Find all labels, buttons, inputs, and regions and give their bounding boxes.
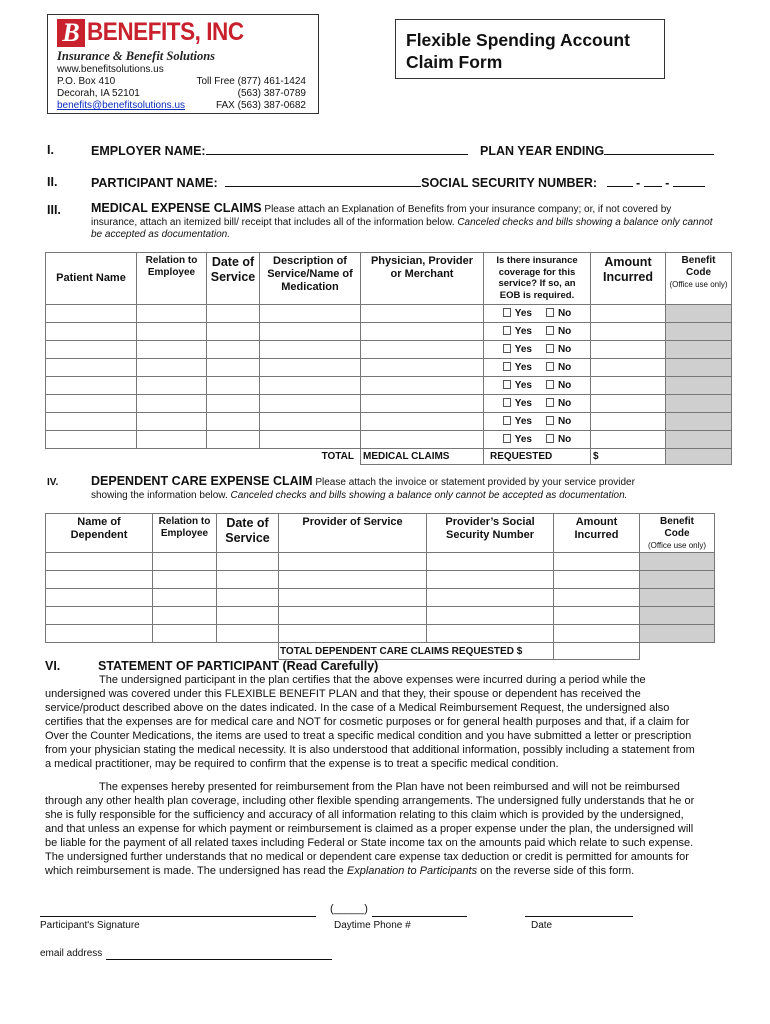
yes-checkbox-icon[interactable] (503, 398, 511, 407)
physician-cell[interactable] (361, 395, 484, 413)
no-label: No (557, 416, 572, 427)
col-dep-relation: Relation to Employee (153, 514, 217, 553)
statement-p2-line: and that unless an expense for which payment or reimbursement is claimed as a proper expense under the plan, the undersigned will (45, 823, 694, 835)
statement-p2-line: she is fully responsible for the sufficiency and accuracy of all information relating to this claim which is provided by the undersigned, (45, 809, 684, 821)
company-po-box: P.O. Box 410 (57, 76, 116, 87)
yes-checkbox-icon[interactable] (503, 434, 511, 443)
patient-name-cell[interactable] (46, 305, 137, 323)
patient-name-cell[interactable] (46, 431, 137, 449)
no-checkbox-icon[interactable] (546, 344, 554, 353)
logo-text: BENEFITS, INC (87, 18, 244, 46)
provider-ssn-cell[interactable] (427, 607, 554, 625)
date-cell[interactable] (207, 431, 260, 449)
dep-relation-cell[interactable] (153, 589, 217, 607)
yes-checkbox-icon[interactable] (503, 380, 511, 389)
medical-row (46, 395, 732, 413)
form-title-line2: Claim Form (406, 52, 503, 72)
amount-cell[interactable] (591, 377, 666, 395)
dep-amount-cell[interactable] (554, 607, 640, 625)
provider-ssn-cell[interactable] (427, 625, 554, 643)
benefit-code-cell (666, 305, 732, 323)
dependent-row (46, 571, 715, 589)
medical-row (46, 305, 732, 323)
dependent-row (46, 589, 715, 607)
medical-total-amount[interactable]: $ (591, 449, 666, 465)
medical-row (46, 431, 732, 449)
dependent-claims-intro (91, 475, 731, 502)
no-checkbox-icon[interactable] (546, 362, 554, 371)
medical-note-italic: Canceled checks and bills showing a balance only cannot (457, 216, 713, 228)
statement-p2-last-line: which reimbursement is made. The undersigned has read the Explanation to Participants on the reverse side of this form. (45, 865, 635, 877)
dependent-total-blank (46, 643, 279, 660)
dep-relation-cell[interactable] (153, 607, 217, 625)
dependent-claims-title: DEPENDENT CARE EXPENSE CLAIM (91, 474, 313, 488)
relation-cell[interactable] (137, 341, 207, 359)
medical-total-row (46, 449, 732, 465)
col-provider-ssn: Provider’s Social Security Number (427, 514, 554, 553)
date-cell[interactable] (207, 377, 260, 395)
statement-p2-line: The expenses hereby presented for reimbursement from the Plan have not been reimbursed and will not be reimbursed (99, 781, 680, 793)
provider-cell[interactable] (279, 571, 427, 589)
phone-label: Daytime Phone # (334, 920, 411, 931)
insurance-cell[interactable] (484, 323, 591, 341)
company-tagline: Insurance & Benefit Solutions (57, 49, 216, 63)
company-logo (57, 19, 257, 49)
company-phone: (563) 387-0789 (237, 88, 306, 99)
section-2-numeral: II. (47, 175, 58, 189)
company-fax: FAX (563) 387-0682 (215, 100, 306, 111)
no-checkbox-icon[interactable] (546, 434, 554, 443)
benefit-code-cell (666, 395, 732, 413)
statement-p2-line: The undersigned further understands that no medical or dependent care expense tax deduction or credit is permitted for amounts for (45, 851, 689, 863)
plan-year-row (480, 143, 714, 158)
medical-total-label-2: MEDICAL CLAIMS (361, 449, 484, 465)
medical-claims-intro (91, 202, 731, 242)
amount-cell[interactable] (591, 413, 666, 431)
company-email-link[interactable]: benefits@benefitsolutions.us (57, 100, 186, 111)
yes-checkbox-icon[interactable] (503, 326, 511, 335)
dep-date-cell[interactable] (217, 625, 279, 643)
plan-year-field[interactable] (604, 143, 714, 155)
insurance-cell[interactable] (484, 359, 591, 377)
dependent-name-cell[interactable] (46, 607, 153, 625)
signature-label: Participant's Signature (40, 920, 140, 931)
description-cell[interactable] (260, 413, 361, 431)
yes-checkbox-icon[interactable] (503, 416, 511, 425)
dep-amount-cell[interactable] (554, 571, 640, 589)
col-dependent-name: Name of Dependent (46, 514, 153, 553)
dep-benefit-code-cell (640, 625, 715, 643)
description-cell[interactable] (260, 377, 361, 395)
participant-name-row (91, 175, 705, 190)
form-title-line1: Flexible Spending Account (406, 30, 630, 50)
insurance-cell[interactable] (484, 413, 591, 431)
dep-date-cell[interactable] (217, 571, 279, 589)
relation-cell[interactable] (137, 305, 207, 323)
dep-benefit-code-cell (640, 607, 715, 625)
no-label: No (557, 326, 572, 337)
date-cell[interactable] (207, 305, 260, 323)
phone-line[interactable] (372, 916, 467, 917)
physician-cell[interactable] (361, 359, 484, 377)
insurance-cell[interactable] (484, 395, 591, 413)
dependent-total-amount[interactable] (554, 643, 640, 660)
medical-total-label-3: REQUESTED (484, 449, 591, 465)
physician-cell[interactable] (361, 377, 484, 395)
dependent-row (46, 625, 715, 643)
benefit-code-cell (666, 323, 732, 341)
medical-row (46, 323, 732, 341)
insurance-cell[interactable] (484, 431, 591, 449)
description-cell[interactable] (260, 323, 361, 341)
dependent-name-cell[interactable] (46, 571, 153, 589)
col-physician: Physician, Provider or Merchant (361, 253, 484, 305)
signature-line[interactable] (40, 916, 316, 917)
dep-relation-cell[interactable] (153, 625, 217, 643)
provider-ssn-cell[interactable] (427, 571, 554, 589)
relation-cell[interactable] (137, 323, 207, 341)
dep-amount-cell[interactable] (554, 625, 640, 643)
ssn-dash-1: - (636, 176, 641, 190)
statement-p2-line: be liable for the payment of all related taxes including Federal or State income tax on the amounts paid which relate to such expense. (45, 837, 694, 849)
no-checkbox-icon[interactable] (546, 398, 554, 407)
col-dep-benefit-code: Benefit Code (Office use only) (640, 514, 715, 553)
medical-row (46, 413, 732, 431)
relation-cell[interactable] (137, 359, 207, 377)
section-1-numeral: I. (47, 143, 54, 157)
statement-p2-line: through any other health plan coverage, including other flexible spending arrangements. The undersigned fully understands that he or (45, 795, 695, 807)
col-dep-amount: Amount Incurred (554, 514, 640, 553)
no-label: No (557, 308, 572, 319)
amount-cell[interactable] (591, 305, 666, 323)
date-line[interactable] (525, 916, 633, 917)
dependent-note-line2: showing the information below. (91, 489, 228, 501)
col-amount: Amount Incurred (591, 253, 666, 305)
patient-name-cell[interactable] (46, 359, 137, 377)
medical-header-row (46, 253, 732, 305)
medical-total-benefit (666, 449, 732, 465)
date-cell[interactable] (207, 413, 260, 431)
col-insurance: Is there insurance coverage for this service? If so, an EOB is required. (484, 253, 591, 305)
yes-label: Yes (514, 344, 532, 355)
ssn-field-2[interactable] (644, 175, 662, 187)
medical-row (46, 341, 732, 359)
date-cell[interactable] (207, 359, 260, 377)
provider-cell[interactable] (279, 625, 427, 643)
insurance-cell[interactable] (484, 305, 591, 323)
dependent-name-cell[interactable] (46, 589, 153, 607)
provider-cell[interactable] (279, 589, 427, 607)
email-label: email address (40, 948, 103, 959)
dep-date-cell[interactable] (217, 607, 279, 625)
relation-cell[interactable] (137, 413, 207, 431)
section-6-numeral: VI. (45, 659, 61, 673)
statement-p1-line: The undersigned participant in the plan certifies that the above expenses were incurred during a period while the (99, 674, 646, 686)
yes-checkbox-icon[interactable] (503, 308, 511, 317)
no-label: No (557, 344, 572, 355)
dependent-row (46, 607, 715, 625)
dep-benefit-code-cell (640, 589, 715, 607)
relation-cell[interactable] (137, 431, 207, 449)
description-cell[interactable] (260, 305, 361, 323)
benefit-code-cell (666, 413, 732, 431)
yes-checkbox-icon[interactable] (503, 344, 511, 353)
relation-cell[interactable] (137, 377, 207, 395)
patient-name-cell[interactable] (46, 395, 137, 413)
dep-benefit-code-cell (640, 553, 715, 571)
dep-benefit-code-cell (640, 571, 715, 589)
description-cell[interactable] (260, 395, 361, 413)
dependent-header-row (46, 514, 715, 553)
benefit-code-cell (666, 359, 732, 377)
ssn-label: SOCIAL SECURITY NUMBER: (421, 176, 598, 190)
medical-note-line3: be accepted as documentation. (91, 229, 230, 240)
dep-relation-cell[interactable] (153, 571, 217, 589)
col-dep-date: Date of Service (217, 514, 279, 553)
dependent-row (46, 553, 715, 571)
statement-paragraph-1 (45, 673, 735, 771)
patient-name-cell[interactable] (46, 323, 137, 341)
medical-row (46, 377, 732, 395)
dep-amount-cell[interactable] (554, 589, 640, 607)
dependent-name-cell[interactable] (46, 553, 153, 571)
physician-cell[interactable] (361, 341, 484, 359)
statement-p1-line: from your physician stating the medical necessity. It is also understood that additional information, possibly including a statement from (45, 744, 695, 756)
dependent-note-italic: Canceled checks and bills showing a balance only cannot be accepted as documentation. (230, 489, 628, 501)
yes-label: Yes (514, 362, 532, 373)
amount-cell[interactable] (591, 323, 666, 341)
dep-date-cell[interactable] (217, 553, 279, 571)
statement-p1-line: undersigned was covered under this FLEXIBLE BENEFIT PLAN and that they, their spouse or dependent has received the (45, 688, 641, 700)
no-checkbox-icon[interactable] (546, 308, 554, 317)
col-date-of-service: Date of Service (207, 253, 260, 305)
no-checkbox-icon[interactable] (546, 380, 554, 389)
statement-paragraph-2 (45, 780, 735, 878)
plan-year-label: PLAN YEAR ENDING (480, 144, 605, 158)
no-checkbox-icon[interactable] (546, 416, 554, 425)
form-title-box (395, 19, 665, 79)
employer-name-field[interactable] (206, 143, 468, 155)
amount-cell[interactable] (591, 395, 666, 413)
phone-area-code: (_____) (330, 903, 368, 915)
amount-cell[interactable] (591, 431, 666, 449)
medical-total-label-1: TOTAL (46, 449, 361, 465)
insurance-cell[interactable] (484, 341, 591, 359)
email-line[interactable] (106, 959, 332, 960)
dependent-total-end (640, 643, 715, 660)
yes-label: Yes (514, 326, 532, 337)
ssn-field-3[interactable] (673, 175, 705, 187)
date-cell[interactable] (207, 395, 260, 413)
amount-cell[interactable] (591, 359, 666, 377)
company-website: www.benefitsolutions.us (57, 64, 164, 75)
benefit-code-cell (666, 341, 732, 359)
dep-amount-cell[interactable] (554, 553, 640, 571)
patient-name-cell[interactable] (46, 377, 137, 395)
col-provider: Provider of Service (279, 514, 427, 553)
section-4-numeral: IV. (47, 477, 59, 488)
patient-name-cell[interactable] (46, 341, 137, 359)
date-cell[interactable] (207, 323, 260, 341)
statement-p1-line: a medical practitioner, may be required to confirm that the expense is to treat a specific medical condition. (45, 758, 559, 770)
employer-name-row (91, 143, 468, 158)
yes-label: Yes (514, 434, 532, 445)
dependent-note-line1: Please attach the invoice or statement provided by your service provider (315, 477, 635, 488)
description-cell[interactable] (260, 431, 361, 449)
yes-checkbox-icon[interactable] (503, 362, 511, 371)
yes-label: Yes (514, 416, 532, 427)
yes-label: Yes (514, 308, 532, 319)
medical-note-line2: insurance, attach an itemized bill/ receipt that includes all of the information below. (91, 216, 455, 228)
benefit-code-cell (666, 377, 732, 395)
ssn-dash-2: - (665, 176, 670, 190)
no-label: No (557, 398, 572, 409)
no-checkbox-icon[interactable] (546, 326, 554, 335)
medical-claims-table (45, 252, 732, 465)
dependent-name-cell[interactable] (46, 625, 153, 643)
description-cell[interactable] (260, 341, 361, 359)
no-label: No (557, 362, 572, 373)
benefit-code-cell (666, 431, 732, 449)
no-label: No (557, 434, 572, 445)
section-3-numeral: III. (47, 203, 61, 217)
physician-cell[interactable] (361, 305, 484, 323)
medical-claims-title: MEDICAL EXPENSE CLAIMS (91, 201, 262, 215)
employer-name-label: EMPLOYER NAME: (91, 144, 206, 158)
statement-p1-line: service/product described above on the dates indicated. In the case of a Medical Reimbursement Request, the undersigned also (45, 702, 670, 714)
participant-name-label: PARTICIPANT NAME: (91, 176, 218, 190)
ssn-field-1[interactable] (607, 175, 633, 187)
date-label: Date (531, 920, 553, 931)
physician-cell[interactable] (361, 413, 484, 431)
physician-cell[interactable] (361, 323, 484, 341)
description-cell[interactable] (260, 359, 361, 377)
provider-ssn-cell[interactable] (427, 553, 554, 571)
col-patient-name: Patient Name (46, 253, 137, 305)
provider-cell[interactable] (279, 607, 427, 625)
no-label: No (557, 380, 572, 391)
dependent-claims-table (45, 513, 715, 660)
company-toll-free: Toll Free (877) 461-1424 (196, 76, 306, 87)
dep-date-cell[interactable] (217, 589, 279, 607)
yes-label: Yes (514, 380, 532, 391)
col-description: Description of Service/Name of Medication (260, 253, 361, 305)
insurance-cell[interactable] (484, 377, 591, 395)
patient-name-cell[interactable] (46, 413, 137, 431)
provider-cell[interactable] (279, 553, 427, 571)
provider-ssn-cell[interactable] (427, 589, 554, 607)
logo-mark: B (57, 19, 85, 47)
relation-cell[interactable] (137, 395, 207, 413)
amount-cell[interactable] (591, 341, 666, 359)
yes-label: Yes (514, 398, 532, 409)
statement-title: STATEMENT OF PARTICIPANT (Read Carefully) (98, 659, 379, 673)
form-title (406, 29, 654, 73)
medical-row (46, 359, 732, 377)
dep-relation-cell[interactable] (153, 553, 217, 571)
medical-note-line1: Please attach an Explanation of Benefits from your insurance company; or, if not covered by (264, 204, 672, 215)
col-relation: Relation to Employee (137, 253, 207, 305)
date-cell[interactable] (207, 341, 260, 359)
dependent-total-row (46, 643, 715, 660)
participant-name-field[interactable] (225, 175, 421, 187)
dependent-total-labels: TOTAL DEPENDENT CARE CLAIMS REQUESTED $ (279, 643, 554, 660)
company-city: Decorah, IA 52101 (57, 88, 140, 99)
col-benefit-code: Benefit Code (Office use only) (666, 253, 732, 305)
statement-p1-line: Over the Counter Medications, the items are used to treat a specific medical condition and you have submitted a letter or prescription (45, 730, 692, 742)
statement-p1-line: certifies that the expenses are for medical care and NOT for cosmetic purposes or for general health purposes and that, if a claim for (45, 716, 690, 728)
physician-cell[interactable] (361, 431, 484, 449)
